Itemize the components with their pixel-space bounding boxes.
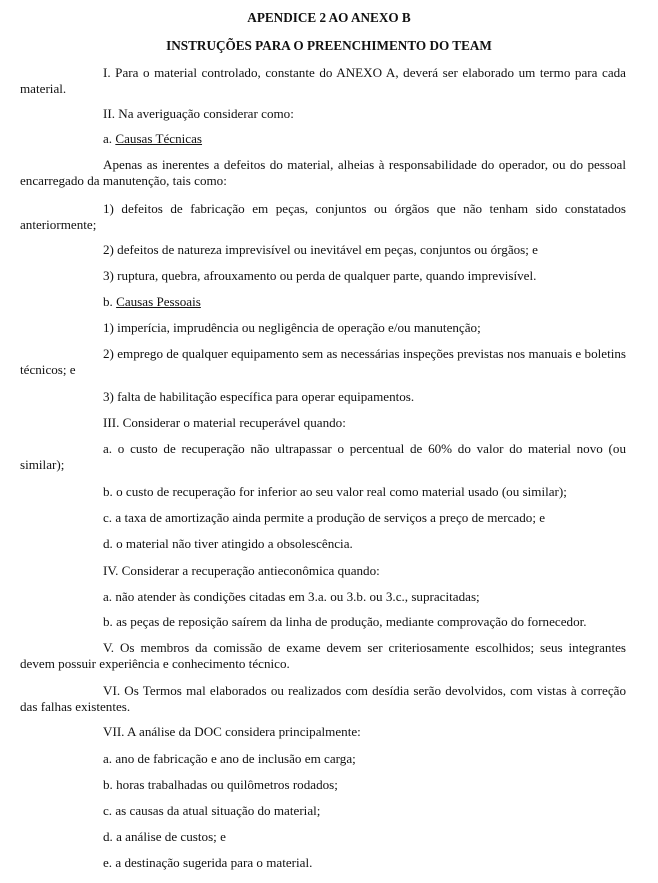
list-item-recuperavel-b: b. o custo de recuperação for inferior ao seu valor real como material usado (ou similar); (103, 484, 567, 499)
list-item-analise-e: e. a destinação sugerida para o material. (103, 855, 313, 870)
subheading-prefix: a. (103, 131, 116, 146)
subheading-causas-tecnicas (103, 131, 202, 147)
instructions-title: INSTRUÇÕES PARA O PREENCHIMENTO DO TEAM (166, 38, 492, 53)
paragraph-ii: II. Na averiguação considerar como: (103, 106, 294, 121)
list-item-analise-c: c. as causas da atual situação do material; (103, 803, 321, 818)
list-item-analise-b: b. horas trabalhadas ou quilômetros rodados; (103, 777, 338, 792)
list-item-analise-a: a. ano de fabricação e ano de inclusão em carga; (103, 751, 356, 766)
list-item-pessoal-2: 2) emprego de qualquer equipamento sem as necessárias inspeções previstas nos manuais e boletins técnicos; e (20, 346, 626, 377)
list-item-tecnica-3: 3) ruptura, quebra, afrouxamento ou perda de qualquer parte, quando imprevisível. (103, 268, 537, 283)
list-item-analise-d: d. a análise de custos; e (103, 829, 226, 844)
paragraph-vii: VII. A análise da DOC considera principalmente: (103, 724, 361, 739)
paragraph-iii: III. Considerar o material recuperável quando: (103, 415, 346, 430)
list-item-recuperavel-c: c. a taxa de amortização ainda permite a produção de serviços a preço de mercado; e (103, 510, 546, 525)
list-item-pessoal-1: 1) imperícia, imprudência ou negligência de operação e/ou manutenção; (103, 320, 481, 335)
list-item-antieconomica-b: b. as peças de reposição saírem da linha de produção, mediante comprovação do fornecedor. (103, 614, 587, 629)
paragraph-iv: IV. Considerar a recuperação antieconômica quando: (103, 563, 380, 578)
subheading-causas-pessoais (103, 294, 201, 310)
paragraph-causas-tecnicas-intro: Apenas as inerentes a defeitos do material, alheias à responsabilidade do operador, ou do pessoal encarregado da manutenção, tais como: (20, 157, 626, 188)
list-item-recuperavel-d: d. o material não tiver atingido a obsolescência. (103, 536, 353, 551)
list-item-recuperavel-a: a. o custo de recuperação não ultrapassar o percentual de 60% do valor do material novo (ou similar); (20, 441, 626, 472)
subheading-label: Causas Técnicas (115, 131, 203, 146)
paragraph-vi: VI. Os Termos mal elaborados ou realizados com desídia serão devolvidos, com vistas à correção das falhas existentes. (20, 683, 626, 714)
list-item-pessoal-3: 3) falta de habilitação específica para operar equipamentos. (103, 389, 415, 404)
list-item-antieconomica-a: a. não atender às condições citadas em 3.a. ou 3.b. ou 3.c., supracitadas; (103, 589, 480, 604)
appendix-title: APENDICE 2 AO ANEXO B (247, 10, 411, 25)
subheading-prefix: b. (103, 294, 117, 309)
list-item-tecnica-2: 2) defeitos de natureza imprevisível ou inevitável em peças, conjuntos ou órgãos; e (103, 242, 538, 257)
paragraph-v: V. Os membros da comissão de exame devem ser criteriosamente escolhidos; seus integrantes devem possuir experiência e conhecimento técnico. (20, 640, 626, 671)
paragraph-i: I. Para o material controlado, constante do ANEXO A, deverá ser elaborado um termo para cada material. (20, 65, 626, 96)
subheading-label: Causas Pessoais (116, 294, 201, 309)
list-item-tecnica-1: 1) defeitos de fabricação em peças, conjuntos ou órgãos que não tenham sido constatados anteriormente; (20, 201, 626, 232)
